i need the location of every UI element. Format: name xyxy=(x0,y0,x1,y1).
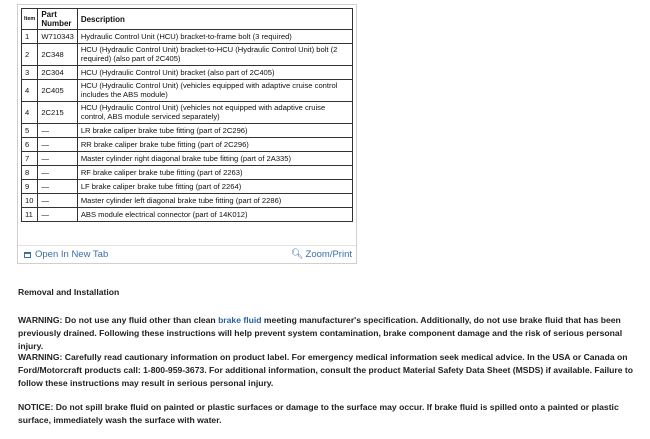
open-new-tab-label: Open In New Tab xyxy=(35,249,109,260)
row-part-number: — xyxy=(38,194,78,208)
warning1-text-before: WARNING: Do not use any fluid other than clean xyxy=(18,315,219,325)
row-item-number: 4 xyxy=(22,102,38,124)
notice-brake-fluid-spill: NOTICE: Do not spill brake fluid on painted or plastic surfaces or damage to the surface may occur. If brake fluid is spilled onto a painted or plastic surface, immediately wash the surface with water. xyxy=(18,402,619,425)
table-row xyxy=(22,80,353,102)
table-row xyxy=(22,208,353,222)
warning-cautionary-info: WARNING: Carefully read cautionary information on product label. For emergency medical information seek medical advice. In the USA or Canada on Ford/Motorcraft products call: 1-800-959-3673. For additional information, consult the product Material Safety Data Sheet (MSDS) if available. Failure to follow these instructions may result in serious personal injury. xyxy=(18,352,634,388)
warning-brake-fluid xyxy=(18,314,640,353)
row-description: RR brake caliper brake tube fitting (part of 2C296) xyxy=(77,138,352,152)
header-description: Description xyxy=(77,9,352,30)
parts-table-panel xyxy=(17,4,357,264)
row-item-number: 7 xyxy=(22,152,38,166)
row-part-number: — xyxy=(38,208,78,222)
row-item-number: 9 xyxy=(22,180,38,194)
brake-fluid-link[interactable]: brake fluid xyxy=(218,315,262,325)
row-item-number: 11 xyxy=(22,208,38,222)
row-description: HCU (Hydraulic Control Unit) (vehicles not equipped with adaptive cruise control, ABS module serviced separately) xyxy=(77,102,352,124)
header-item: Item xyxy=(22,9,38,30)
row-part-number: — xyxy=(38,166,78,180)
row-description: Master cylinder right diagonal brake tube fitting (part of 2A335) xyxy=(77,152,352,166)
table-row xyxy=(22,44,353,66)
row-part-number: 2C348 xyxy=(38,44,78,66)
row-description: RF brake caliper brake tube fitting (part of 2263) xyxy=(77,166,352,180)
row-item-number: 4 xyxy=(22,80,38,102)
row-part-number: — xyxy=(38,124,78,138)
table-row xyxy=(22,102,353,124)
table-row xyxy=(22,124,353,138)
row-item-number: 8 xyxy=(22,166,38,180)
table-row xyxy=(22,66,353,80)
row-item-number: 10 xyxy=(22,194,38,208)
row-item-number: 6 xyxy=(22,138,38,152)
row-item-number: 1 xyxy=(22,30,38,44)
zoom-print-link[interactable] xyxy=(291,249,352,260)
row-description: LR brake caliper brake tube fitting (part of 2C296) xyxy=(77,124,352,138)
open-new-tab-link[interactable] xyxy=(24,249,108,260)
row-part-number: — xyxy=(38,138,78,152)
table-row xyxy=(22,194,353,208)
row-part-number: 2C304 xyxy=(38,66,78,80)
table-header-row xyxy=(22,9,353,30)
table-row xyxy=(22,152,353,166)
row-part-number: — xyxy=(38,180,78,194)
table-row xyxy=(22,30,353,44)
zoom-print-label: Zoom/Print xyxy=(305,249,352,260)
table-row xyxy=(22,180,353,194)
row-description: HCU (Hydraulic Control Unit) bracket (also part of 2C405) xyxy=(77,66,352,80)
table-footer xyxy=(18,245,356,263)
table-row xyxy=(22,166,353,180)
row-item-number: 3 xyxy=(22,66,38,80)
row-description: Hydraulic Control Unit (HCU) bracket-to-frame bolt (3 required) xyxy=(77,30,352,44)
warning1-text-after: meeting manufacturer's specification. Additionally, do not use brake fluid that has been previously drained. Following these instructions will help prevent system contamination, brake component damage and the risk of serious personal injury. xyxy=(18,315,623,351)
row-part-number: — xyxy=(38,152,78,166)
parts-table xyxy=(21,8,353,222)
row-description: LF brake caliper brake tube fitting (part of 2264) xyxy=(77,180,352,194)
row-item-number: 5 xyxy=(22,124,38,138)
row-description: ABS module electrical connector (part of 14K012) xyxy=(77,208,352,222)
row-description: Master cylinder left diagonal brake tube fitting (part of 2286) xyxy=(77,194,352,208)
row-item-number: 2 xyxy=(22,44,38,66)
table-row xyxy=(22,138,353,152)
row-part-number: 2C215 xyxy=(38,102,78,124)
row-description: HCU (Hydraulic Control Unit) (vehicles equipped with adaptive cruise control includes the ABS module) xyxy=(77,80,352,102)
row-description: HCU (Hydraulic Control Unit) bracket-to-HCU (Hydraulic Control Unit) bolt (2 required) (also part of 2C405) xyxy=(77,44,352,66)
row-part-number: W710343 xyxy=(38,30,78,44)
section-title: Removal and Installation xyxy=(18,287,120,297)
magnifier-icon: 🔍︎ xyxy=(290,248,304,260)
new-tab-icon xyxy=(24,252,31,258)
row-part-number: 2C405 xyxy=(38,80,78,102)
header-part-number: Part Number xyxy=(38,9,78,30)
